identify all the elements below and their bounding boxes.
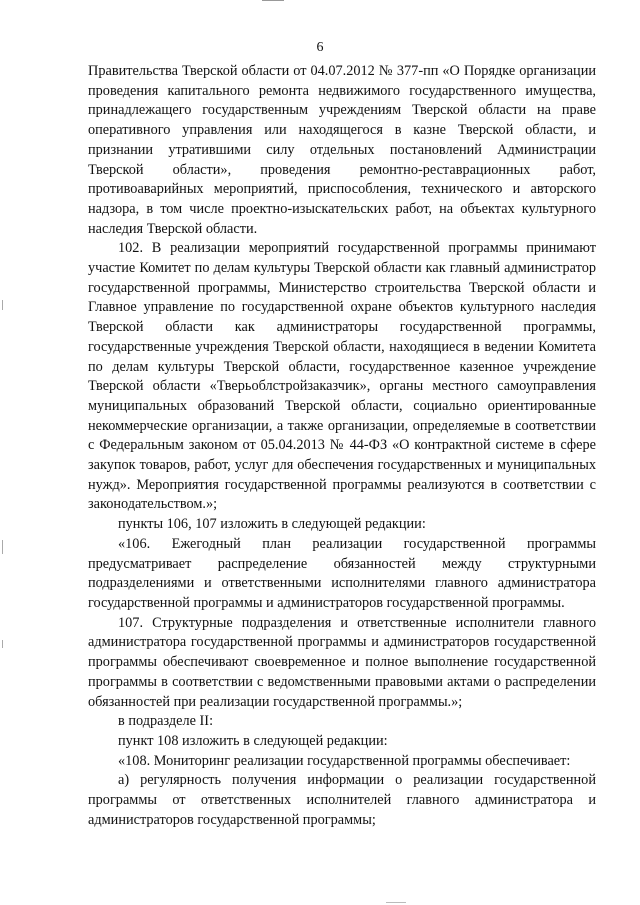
scan-margin-mark xyxy=(2,540,3,554)
page-number: 6 xyxy=(316,40,324,55)
paragraph-106: «106. Ежегодный план реализации государственной программы предусматривает распределение обязанностей между структурными подразделениями и ответственными исполнителями главного администратора государственной программы и администраторов государственной программы. xyxy=(88,535,596,611)
scan-bottom-mark xyxy=(386,902,406,903)
paragraph-108-a: а) регулярность получения информации о реализации государственной программы от ответственных исполнителей главного администратора и администраторов государственной программы; xyxy=(88,772,596,828)
scan-margin-mark xyxy=(2,640,3,648)
paragraph-102: 102. В реализации мероприятий государственной программы принимают участие Комитет по делам культуры Тверской области как главный администратор государственной программы, Министерство строительства Тверской области и Главное управление по государственной охране объектов культурного наследия Тверской области как администраторы государственной программы, государственные учреждения Тверской области, находящиеся в ведении Комитета по делам культуры Тверской области, государственное казенное учреждение Тверской области «Тверьоблстройзаказчик», органы местного самоуправления муниципальных образований Тверской области, социально ориентированные некоммерческие организации, а также организации, определяемые в соответствии с Федеральным законом от 05.04.2013 № 44-ФЗ «О контрактной системе в сфере закупок товаров, работ, услуг для обеспечения государственных и муниципальных нужд». Мероприятия государственной программы реализуются в соответствии с законодательством.»; xyxy=(88,240,596,513)
paragraph-instruction-106-107: пункты 106, 107 изложить в следующей редакции: xyxy=(118,516,426,533)
paragraph-108: «108. Мониторинг реализации государственной программы обеспечивает: xyxy=(118,752,571,769)
document-body xyxy=(88,62,596,830)
paragraph-instruction-108: пункт 108 изложить в следующей редакции: xyxy=(118,732,388,749)
scan-top-mark xyxy=(262,0,284,3)
scan-margin-mark xyxy=(2,300,3,310)
paragraph-107: 107. Структурные подразделения и ответственные исполнители главного администратора государственной программы и администраторов государственной программы обеспечивают своевременное и полное выполнение государственной программы в соответствии с ведомственными правовыми актами о распределении обязанностей при реализации государственной программы.»; xyxy=(88,614,596,710)
paragraph-subsection-ii: в подразделе II: xyxy=(118,713,214,730)
paragraph-continuation: Правительства Тверской области от 04.07.2012 № 377-пп «О Порядке организации проведения капитального ремонта недвижимого государственного имущества, принадлежащего государственным учреждениям Тверской области на праве оперативного управления или находящегося в казне Тверской области, и признании утратившими силу отдельных постановлений Администрации Тверской области», проведения ремонтно-реставрационных работ, противоаварийных мероприятий, приспособления, технического и авторского надзора, в том числе проектно-изыскательских работ, на объектах культурного наследия Тверской области. xyxy=(88,63,596,237)
